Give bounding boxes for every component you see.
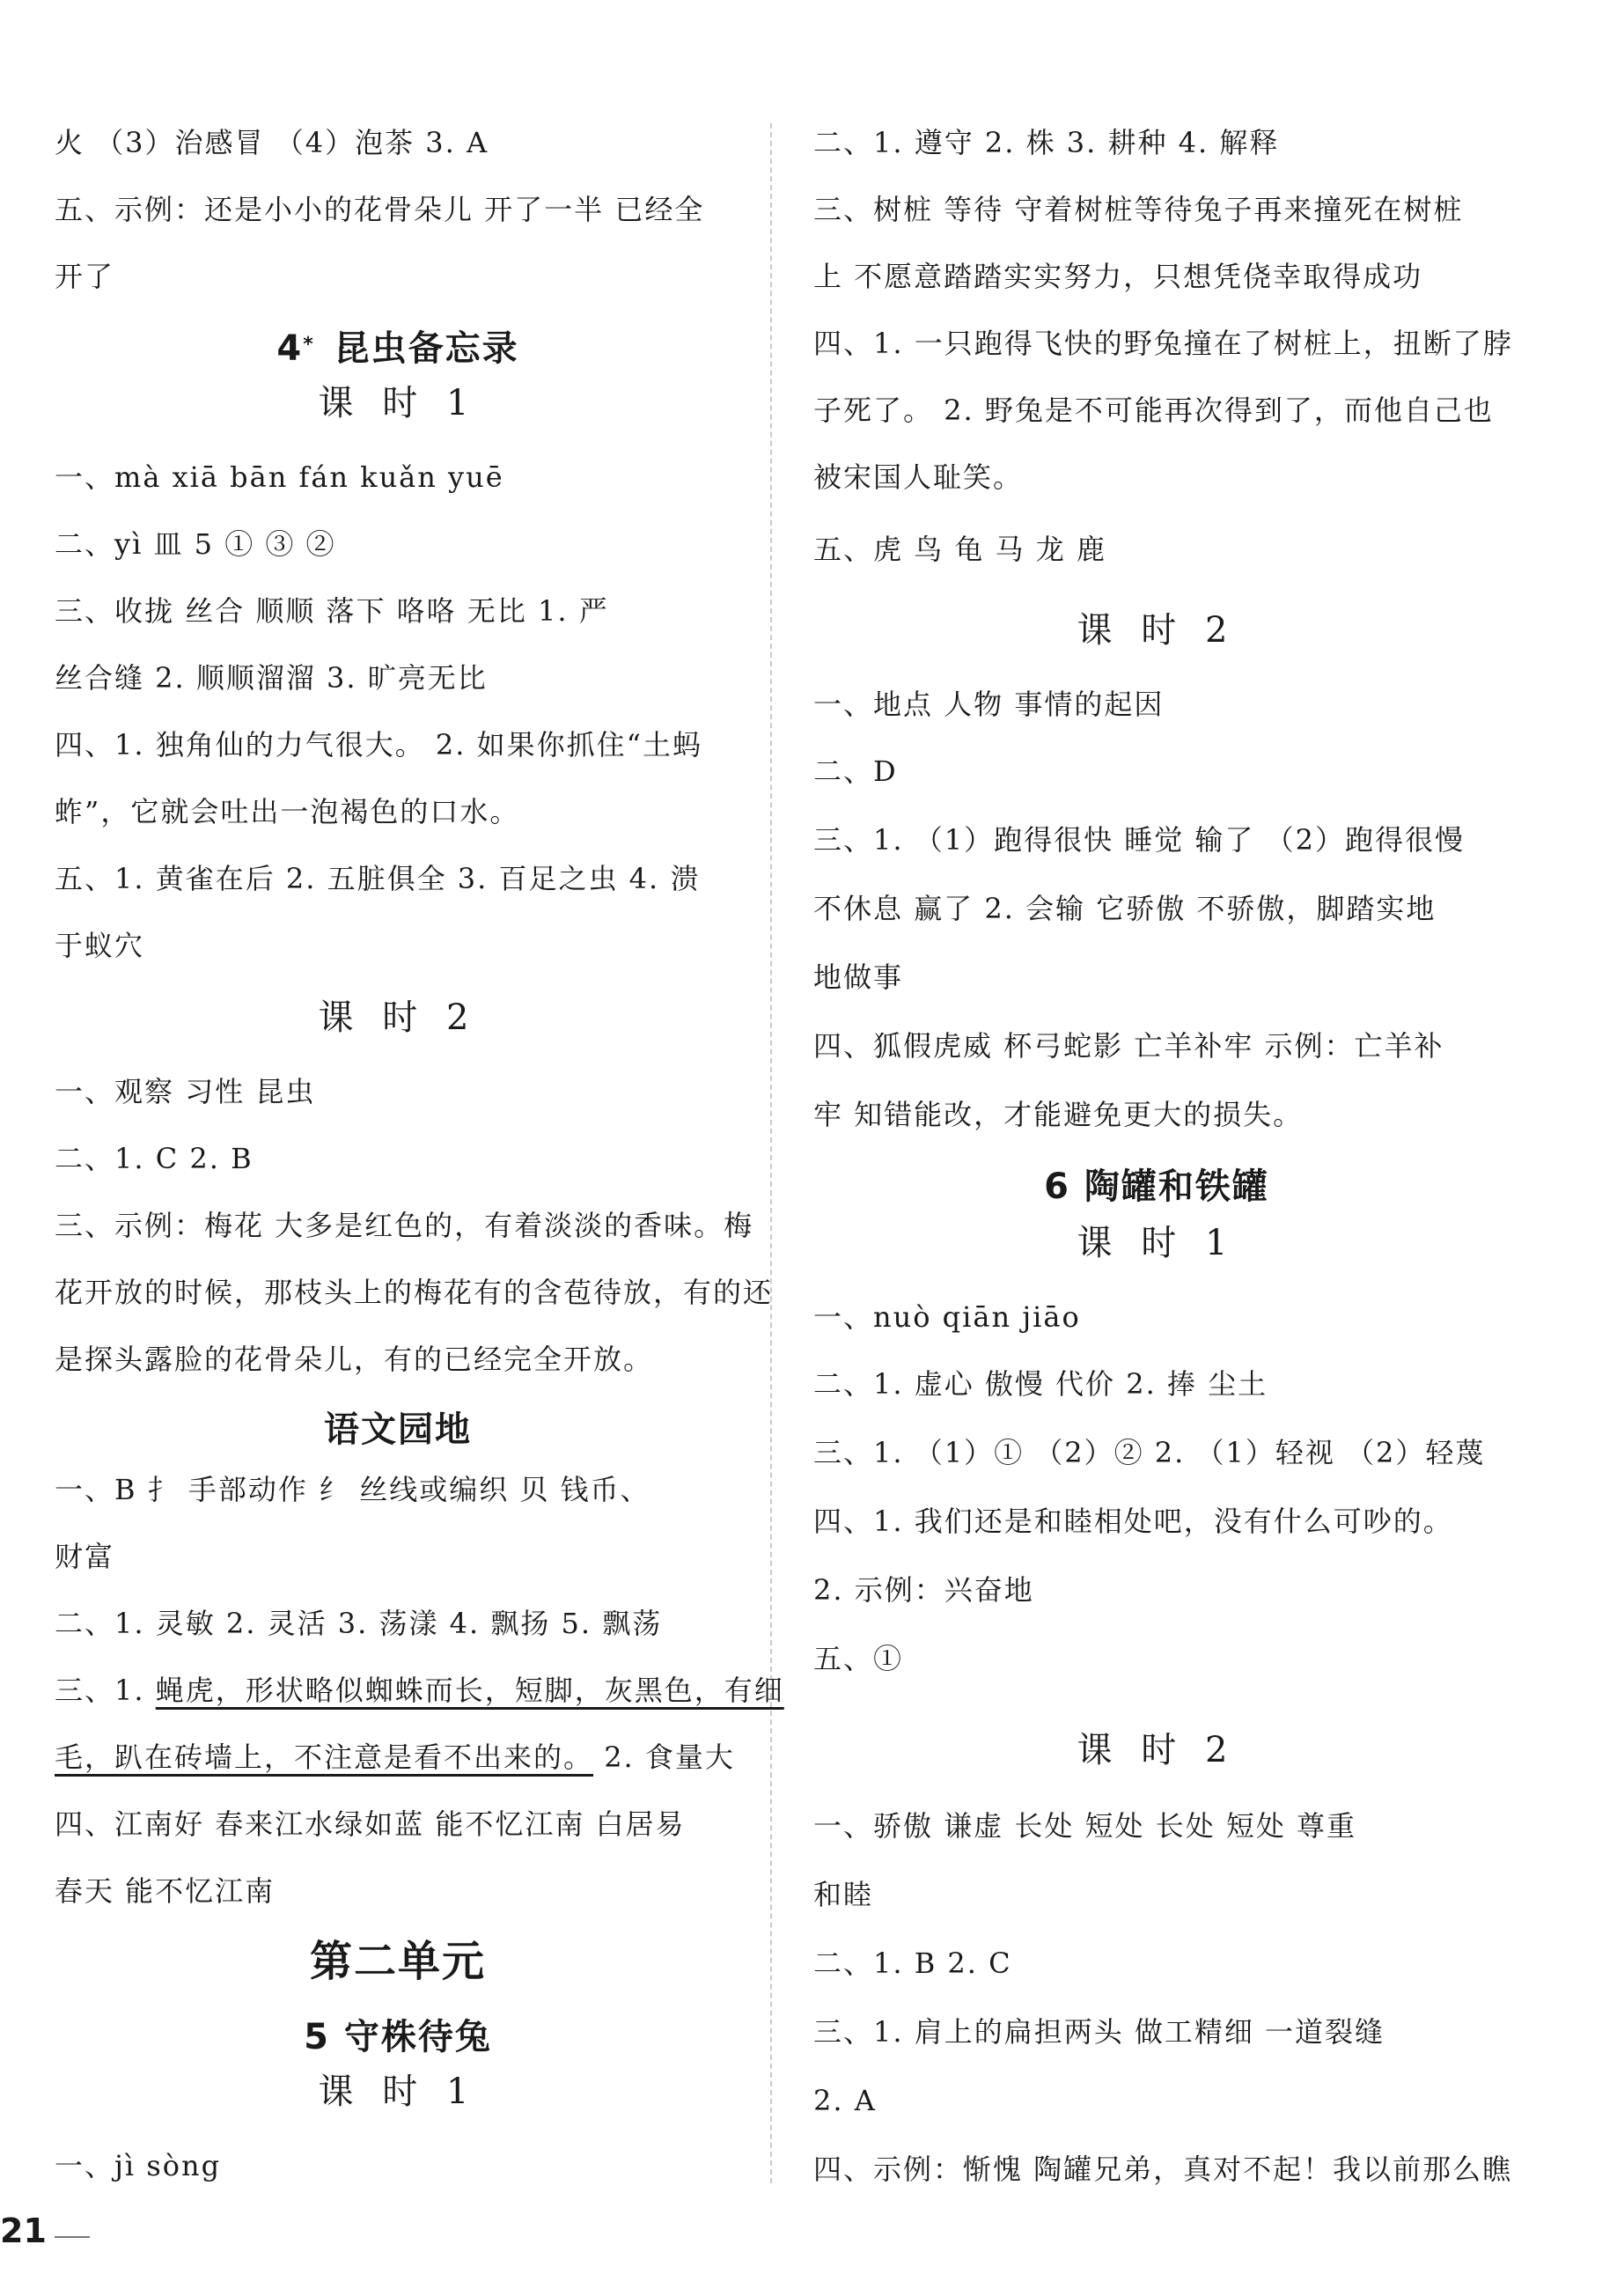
answer-line: 三、示例：梅花 大多是红色的，有着淡淡的香味。梅 (55, 1209, 754, 1242)
answer-line: 牢 知错能改，才能避免更大的损失。 (813, 1098, 1304, 1131)
answer-line: 三、1. （1）① （2）② 2. （1）轻视 （2）轻蔑 (813, 1436, 1486, 1469)
underlined-answer: 蝇虎，形状略似蜘蛛而长，短脚，灰黑色，有细 (155, 1674, 784, 1707)
answer-line: 开了 (55, 260, 115, 293)
answer-line: 蚱”，它就会吐出一泡褐色的口水。 (55, 795, 520, 828)
answer-line: 五、1. 黄雀在后 2. 五脏俱全 3. 百足之虫 4. 溃 (55, 862, 701, 895)
answer-line: 一、地点 人物 事情的起因 (813, 688, 1165, 721)
underlined-answer: 毛，趴在砖墙上，不注意是看不出来的。 (55, 1740, 594, 1774)
answer-line: 二、D (813, 754, 898, 788)
period-heading: 课 时 1 (318, 383, 478, 423)
period-heading: 课 时 2 (318, 997, 478, 1038)
answer-suffix: 2. 食量大 (593, 1740, 735, 1774)
answer-line: 五、虎 鸟 龟 马 龙 鹿 (813, 533, 1106, 566)
page-number-rule (55, 2236, 90, 2238)
answer-line: 财富 (55, 1540, 115, 1573)
unit-title: 第二单元 (309, 1937, 486, 1986)
lesson-optional-mark: * (303, 334, 315, 356)
period-heading: 课 时 1 (1077, 1223, 1237, 1263)
answer-line: 四、1. 我们还是和睦相处吧，没有什么可吵的。 (813, 1505, 1453, 1538)
answer-line: 二、1. 虚心 傲慢 代价 2. 捧 尘土 (813, 1367, 1268, 1401)
answer-line: 子死了。 2. 野兔是不可能再次得到了，而他自己也 (813, 394, 1494, 427)
lesson-number: 6 (1044, 1166, 1070, 1207)
answer-line: 一、B 扌 手部动作 纟 丝线或编织 贝 钱币、 (55, 1473, 650, 1506)
section-title-garden: 语文园地 (324, 1409, 472, 1450)
answer-line: 不休息 赢了 2. 会输 它骄傲 不骄傲，脚踏实地 (813, 892, 1437, 925)
lesson-title (55, 324, 741, 373)
answer-line: 于蚁穴 (55, 929, 145, 962)
lesson-title (813, 1162, 1500, 1211)
answer-line: 一、mà xiā bān fán kuǎn yuē (55, 460, 504, 494)
answer-line: 三、树桩 等待 守着树桩等待兔子再来撞死在树桩 (813, 193, 1464, 226)
answer-line: 春天 能不忆江南 (55, 1874, 276, 1908)
answer-line: 是探头露脸的花骨朵儿，有的已经完全开放。 (55, 1343, 654, 1376)
answer-line: 三、收拢 丝合 顺顺 落下 咯咯 无比 1. 严 (55, 594, 609, 628)
answer-line: 2. 示例：兴奋地 (813, 1573, 1034, 1607)
lesson-title (55, 2013, 741, 2062)
answer-line: 被宋国人耻笑。 (813, 460, 1024, 494)
column-divider (770, 123, 772, 2183)
period-heading: 课 时 1 (318, 2072, 478, 2112)
answer-line: 二、1. B 2. C (813, 1946, 1012, 1980)
answer-line: 二、yì 皿 5 ① ③ ② (55, 527, 336, 561)
answer-line: 一、jì sòng (55, 2149, 222, 2182)
answer-line: 四、江南好 春来江水绿如蓝 能不忆江南 白居易 (55, 1807, 686, 1841)
answer-line: 花开放的时候，那枝头上的梅花有的含苞待放，有的还 (55, 1276, 774, 1309)
answer-line: 和睦 (813, 1878, 874, 1911)
answer-line: 一、骄傲 谦虚 长处 短处 长处 短处 尊重 (813, 1809, 1357, 1843)
answer-line: 五、示例：还是小小的花骨朵儿 开了一半 已经全 (55, 193, 705, 226)
lesson-number: 4 (276, 328, 304, 369)
answer-line: 三、1. （1）跑得很快 睡觉 输了 （2）跑得很慢 (813, 823, 1465, 857)
answer-line: 四、1. 一只跑得飞快的野兔撞在了树桩上，扭断了脖 (813, 327, 1513, 360)
answer-line: 四、示例：惭愧 陶罐兄弟，真对不起！我以前那么瞧 (813, 2152, 1513, 2186)
period-heading: 课 时 2 (1077, 1730, 1237, 1770)
answer-line: 二、1. 遵守 2. 株 3. 耕种 4. 解释 (813, 126, 1280, 159)
period-heading: 课 时 2 (1077, 610, 1237, 651)
answer-line: 五、① (813, 1642, 904, 1675)
answer-prefix: 三、1. (55, 1674, 156, 1707)
answer-line: 地做事 (813, 960, 904, 994)
lesson-name: 昆虫备忘录 (334, 328, 519, 369)
answer-line: 二、1. C 2. B (55, 1142, 254, 1175)
lesson-name: 守株待兔 (343, 2017, 492, 2057)
answer-line (55, 1673, 784, 1708)
answer-line: 火 （3）治感冒 （4）泡茶 3. A (55, 126, 489, 159)
lesson-name: 陶罐和铁罐 (1084, 1166, 1269, 1207)
answer-line: 四、狐假虎威 杯弓蛇影 亡羊补牢 示例：亡羊补 (813, 1029, 1444, 1063)
page-number: 21 (0, 2211, 47, 2250)
answer-line: 一、观察 习性 昆虫 (55, 1075, 316, 1108)
answer-line: 二、1. 灵敏 2. 灵活 3. 荡漾 4. 飘扬 5. 飘荡 (55, 1607, 663, 1640)
answer-line: 丝合缝 2. 顺顺溜溜 3. 旷亮无比 (55, 661, 488, 695)
lesson-number: 5 (304, 2017, 330, 2057)
answer-line: 一、nuò qiān jiāo (813, 1300, 1081, 1334)
answer-line: 三、1. 肩上的扁担两头 做工精细 一道裂缝 (813, 2015, 1385, 2049)
answer-line: 上 不愿意踏踏实实努力，只想凭侥幸取得成功 (813, 260, 1423, 293)
answer-line (55, 1740, 735, 1775)
answer-line: 2. A (813, 2084, 877, 2117)
answer-line: 四、1. 独角仙的力气很大。 2. 如果你抓住“土蚂 (55, 728, 702, 762)
